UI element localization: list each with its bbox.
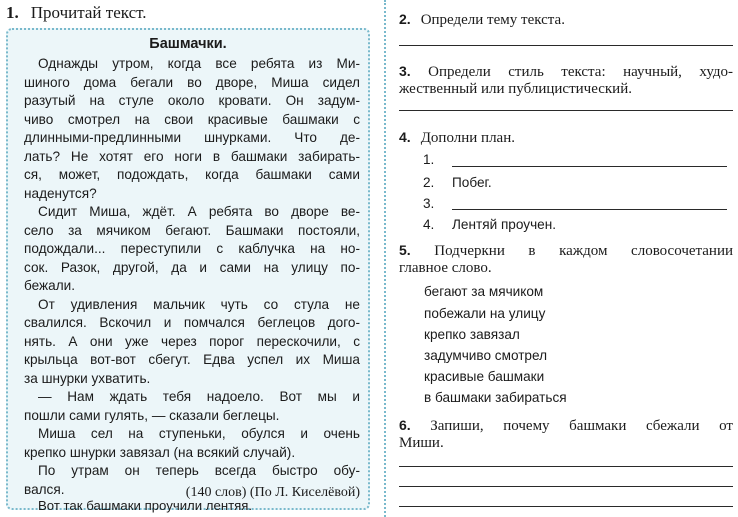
task-number: 6. [399, 417, 411, 433]
story-line: село за мячиком бегают. Башмаки постояли, [24, 222, 360, 238]
task-number: 3. [399, 63, 411, 79]
story-line: свалился. Вскочил и помчался беглецов дого- [24, 315, 360, 330]
story-line: Сидит Миша, ждёт. А ребята во дворе ве- [38, 204, 360, 219]
story-line: Однажды утром, когда все ребята из Ми- [38, 56, 360, 71]
story-line: чиво смотрел на свои красивые башмаки с [24, 111, 360, 127]
task-number: 5. [399, 242, 411, 258]
story-line: По утрам он теперь всегда быстро обу- [38, 463, 360, 478]
task-text: Определи стиль текста: научный, худо- [428, 64, 734, 80]
story-line: наденутся? [24, 185, 97, 201]
task-number: 2. [399, 11, 411, 27]
plan-item-number: 1. [423, 152, 435, 167]
answer-line[interactable] [399, 110, 733, 111]
story-line: Вот так башмаки проучили лентяя. [38, 498, 253, 513]
story-line: крыльца вот-вот сбегут. Едва успел их Миша [24, 352, 360, 367]
story-line: — Нам ждать тебя надоело. Вот мы и [38, 389, 360, 404]
task-number: 1. [6, 3, 19, 22]
plan-item-3-answer-line[interactable] [452, 209, 727, 210]
task-3-line-2: жественный или публицистический. [399, 81, 632, 97]
story-line: крепко шнурки завязал (на всякий случай). [24, 444, 296, 460]
task-5-line-1 [399, 243, 733, 259]
phrase[interactable]: красивые башмаки [424, 369, 545, 384]
story-box [6, 28, 370, 513]
story-line: От удивления мальчик чуть со стула не [38, 296, 360, 312]
plan-item-1-answer-line[interactable] [452, 166, 727, 167]
task-3-line-1 [399, 64, 733, 80]
story-line: длинными-предлинными шнурками. Что де- [24, 130, 360, 145]
task-text: Определи тему текста. [420, 12, 565, 28]
story-line: Миша сел на ступеньки, обулся и очень [38, 426, 360, 441]
task-2 [399, 12, 565, 28]
task-4 [399, 130, 515, 146]
phrase[interactable]: побежали на улицу [424, 306, 546, 321]
column-divider [384, 0, 388, 517]
plan-item-number: 4. [423, 217, 435, 232]
answer-line[interactable] [399, 486, 733, 487]
answer-line[interactable] [399, 466, 733, 467]
story-line: вался. [24, 481, 65, 497]
plan-item-number: 2. [423, 175, 435, 190]
story-line: подождали... переступили с каблучка на но- [24, 241, 360, 256]
phrase[interactable]: бегают за мячиком [424, 284, 544, 299]
task-text: Запиши, почему башмаки сбежали от [430, 418, 733, 434]
story-line: пошли сами гулять, — сказали беглецы. [24, 407, 280, 423]
story-line: сок. Разок, другой, да и сами на улицу по- [24, 259, 360, 275]
task-6-line-1 [399, 418, 733, 434]
answer-line[interactable] [399, 506, 733, 507]
task-number: 4. [399, 129, 411, 145]
story-line: разутый на стуле около кровати. Он задум- [24, 93, 360, 108]
answer-line[interactable] [399, 45, 733, 46]
task-text: Подчеркни в каждом словосочетании [434, 243, 734, 259]
task-6-line-2: Миши. [399, 435, 444, 451]
story-line: лать? Не хотят его ноги в башмаки забирать- [24, 148, 360, 164]
task-5-line-2: главное слово. [399, 260, 492, 276]
story-line: нять. А они уже через порог перескочили, с [24, 333, 360, 349]
story-footer: (140 слов) (По Л. Киселёвой) [185, 485, 360, 500]
story-line: за шнурки ухватить. [24, 370, 151, 386]
story-line: ся, может, подождать, когда башмаки сами [24, 167, 360, 182]
phrase[interactable]: крепко завязал [424, 327, 520, 342]
task-instruction: Прочитай текст. [30, 3, 147, 22]
story-line: шиного дома бегали во дворе, Миша сидел [24, 74, 360, 90]
phrase[interactable]: задумчиво смотрел [424, 348, 548, 363]
story-line: бежали. [24, 278, 75, 293]
plan-item-text: Лентяй проучен. [452, 217, 556, 232]
plan-item-text: Побег. [452, 175, 492, 190]
task-text: Дополни план. [420, 130, 515, 146]
task-1-header [6, 3, 147, 23]
phrase[interactable]: в башмаки забираться [424, 390, 567, 405]
plan-item-number: 3. [423, 196, 435, 211]
story-title: Башмачки. [149, 36, 227, 52]
